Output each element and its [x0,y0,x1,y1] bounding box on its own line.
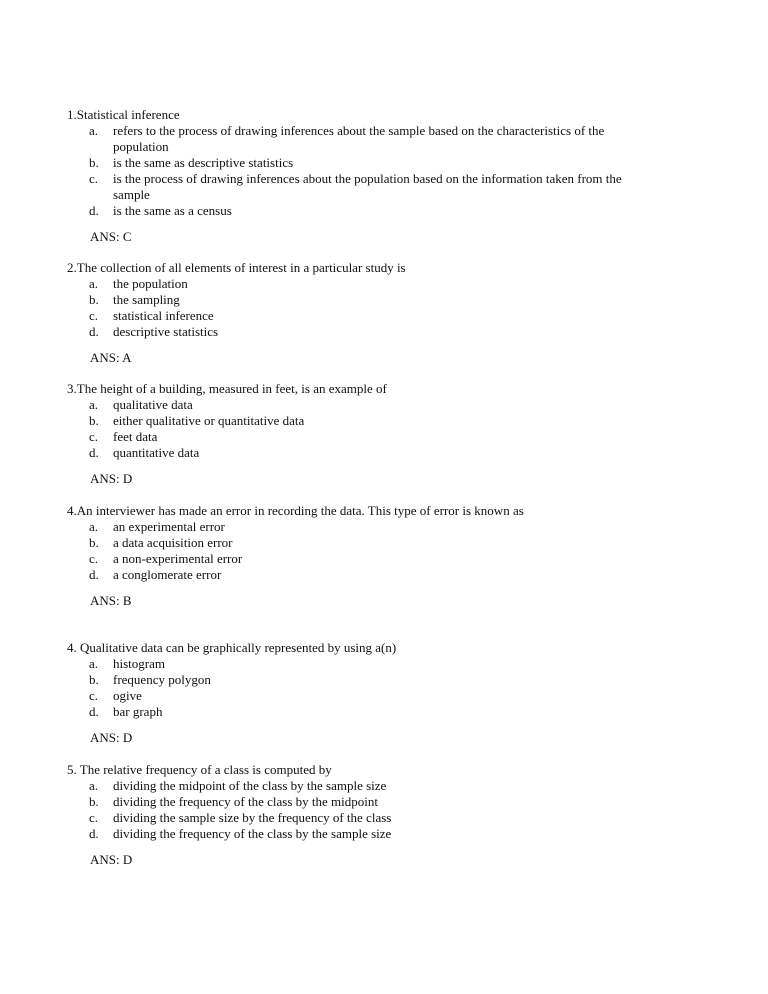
option-d [67,203,623,219]
option-text: feet data [113,429,158,444]
option-text: dividing the frequency of the class by the midpoint [113,794,378,809]
question-stem: 2.The collection of all elements of interest in a particular study is [67,260,406,275]
question-stem: 5. The relative frequency of a class is computed by [67,762,332,777]
option-text: histogram [113,656,165,671]
option-text: a conglomerate error [113,567,222,582]
option-a [67,123,623,155]
option-letter: a. [89,123,99,138]
option-d [67,826,623,842]
option-letter: b. [89,535,99,550]
option-b [67,672,623,688]
option-letter: b. [89,155,99,170]
option-a [67,519,623,535]
question-1 [67,107,647,245]
option-c [67,308,623,324]
option-letter: a. [89,519,99,534]
option-letter: a. [89,276,99,291]
option-letter: d. [89,203,99,218]
option-letter: c. [89,429,99,444]
question-5 [67,640,647,746]
option-c [67,688,623,704]
option-letter: a. [89,397,99,412]
option-text: ogive [113,688,142,703]
option-text: dividing the frequency of the class by the sample size [113,826,392,841]
option-text: is the process of drawing inferences about the population based on the information taken from the sample [113,171,622,202]
option-letter: c. [89,551,99,566]
option-text: frequency polygon [113,672,211,687]
option-letter: a. [89,656,99,671]
option-d [67,324,623,340]
option-text: qualitative data [113,397,193,412]
option-d [67,704,623,720]
option-letter: c. [89,171,99,186]
option-text: dividing the midpoint of the class by the sample size [113,778,387,793]
option-text: a non-experimental error [113,551,243,566]
option-letter: d. [89,826,99,841]
question-stem: 4.An interviewer has made an error in recording the data. This type of error is known as [67,503,524,518]
option-text: the sampling [113,292,180,307]
option-text: statistical inference [113,308,214,323]
option-d [67,567,623,583]
option-b [67,794,623,810]
option-text: a data acquisition error [113,535,233,550]
question-stem: 3.The height of a building, measured in feet, is an example of [67,381,387,396]
option-c [67,171,623,203]
answer-key: ANS: A [90,350,132,365]
option-text: an experimental error [113,519,225,534]
option-c [67,551,623,567]
option-b [67,413,623,429]
option-a [67,778,623,794]
option-text: is the same as a census [113,203,232,218]
option-letter: b. [89,413,99,428]
question-2 [67,260,647,366]
option-letter: b. [89,672,99,687]
option-letter: d. [89,704,99,719]
option-text: quantitative data [113,445,200,460]
option-text: is the same as descriptive statistics [113,155,294,170]
answer-key: ANS: D [90,730,133,745]
option-c [67,810,623,826]
question-stem: 1.Statistical inference [67,107,180,122]
option-c [67,429,623,445]
option-letter: d. [89,445,99,460]
option-text: dividing the sample size by the frequency of the class [113,810,392,825]
option-a [67,276,623,292]
option-b [67,535,623,551]
option-letter: c. [89,308,99,323]
option-b [67,292,623,308]
option-letter: d. [89,567,99,582]
answer-key: ANS: B [90,593,132,608]
option-letter: b. [89,292,99,307]
option-text: bar graph [113,704,163,719]
option-letter: c. [89,688,99,703]
question-3 [67,381,647,487]
option-text: refers to the process of drawing inferences about the sample based on the characteristics of the population [113,123,605,154]
question-4 [67,503,647,609]
option-letter: b. [89,794,99,809]
option-text: descriptive statistics [113,324,219,339]
option-b [67,155,623,171]
option-d [67,445,623,461]
question-6 [67,762,647,868]
option-a [67,656,623,672]
answer-key: ANS: D [90,852,133,867]
option-a [67,397,623,413]
option-letter: c. [89,810,99,825]
option-letter: a. [89,778,99,793]
answer-key: ANS: C [90,229,132,244]
option-letter: d. [89,324,99,339]
option-text: the population [113,276,188,291]
option-text: either qualitative or quantitative data [113,413,305,428]
answer-key: ANS: D [90,471,133,486]
question-stem: 4. Qualitative data can be graphically represented by using a(n) [67,640,397,655]
